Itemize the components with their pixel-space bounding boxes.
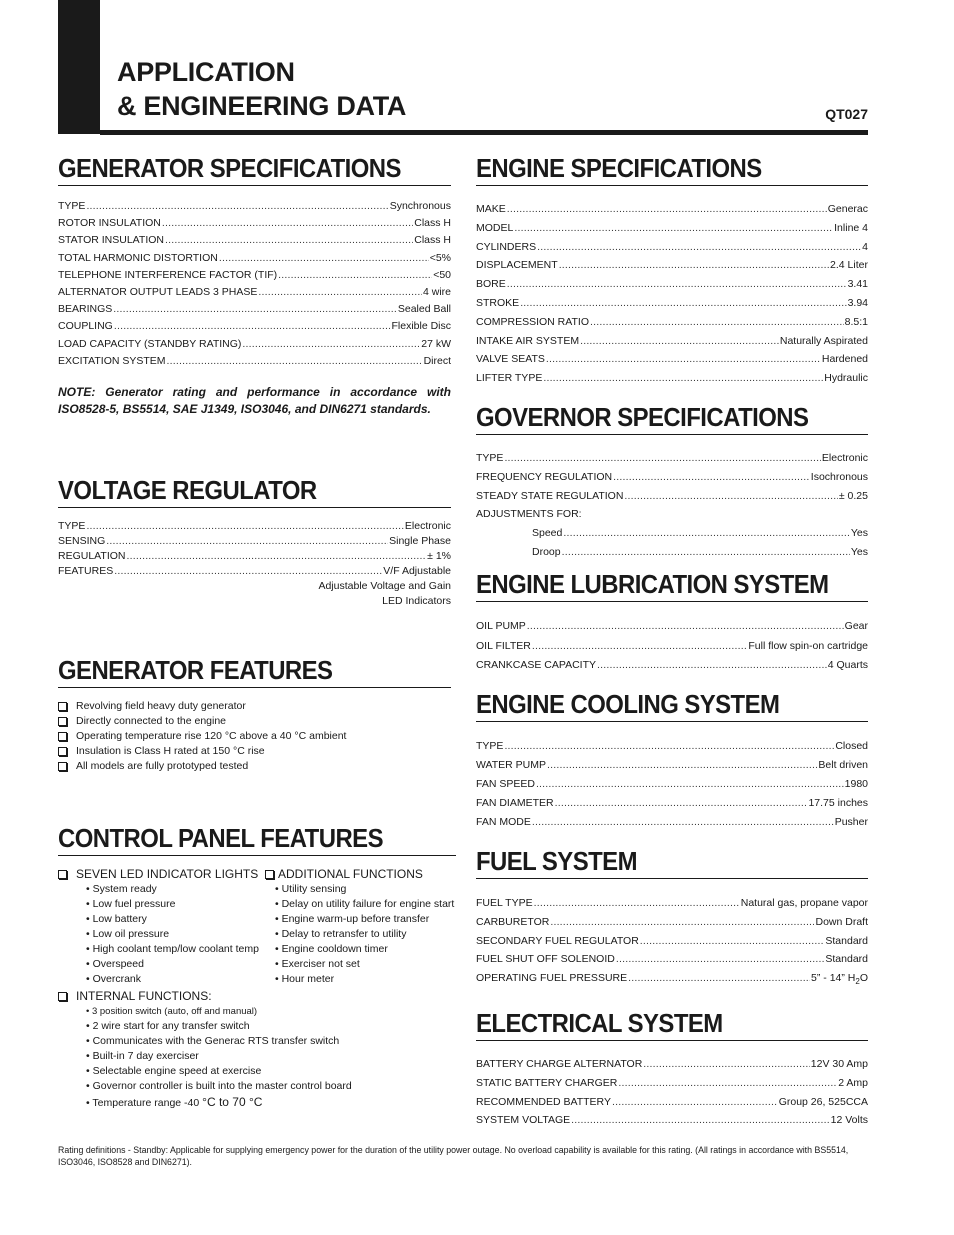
list-item: • Exerciser not set	[275, 958, 360, 970]
section-rule	[58, 687, 451, 688]
generator-features-title: GENERATOR FEATURES	[58, 655, 333, 685]
spec-label: TOTAL HARMONIC DISTORTION	[58, 251, 218, 264]
spec-row	[58, 564, 451, 579]
section-rule	[476, 1040, 868, 1041]
spec-row	[58, 519, 451, 534]
dot-leader	[520, 294, 846, 313]
dot-leader	[571, 1111, 829, 1130]
fuel-system-list	[476, 894, 868, 988]
dot-leader	[507, 275, 847, 294]
spec-label: CARBURETOR	[476, 915, 550, 928]
spec-row	[476, 1111, 868, 1130]
spec-row	[58, 250, 451, 267]
spec-value: Gear	[844, 620, 868, 632]
spec-row	[476, 238, 868, 257]
rating-definitions-footer: Rating definitions - Standby: Applicable for supplying emergency power for the duration of the utility power outage. No overload capability is available for this rating. (All ratings in accordance with BS5514, ISO3046, ISO8528 and DIN6271).	[58, 1145, 849, 1167]
spec-row	[58, 549, 451, 564]
spec-value: 2.4 Liter	[830, 259, 868, 272]
list-item: • Low fuel pressure	[86, 898, 176, 910]
spec-label: INTAKE AIR SYSTEM	[476, 334, 580, 347]
spec-value: Hydraulic	[824, 372, 868, 385]
section-rule	[476, 601, 868, 602]
spec-row	[476, 449, 868, 468]
spec-value: 1980	[844, 777, 868, 790]
spec-row	[58, 215, 451, 232]
spec-row	[476, 468, 868, 487]
section-rule	[476, 185, 868, 186]
spec-value: Flexible Disc	[391, 320, 451, 333]
spec-value: Standard	[825, 953, 868, 966]
spec-row	[476, 294, 868, 313]
dot-leader	[114, 318, 391, 335]
spec-value: Belt driven	[818, 758, 868, 771]
spec-row	[476, 737, 868, 756]
generator-specifications-title: GENERATOR SPECIFICATIONS	[58, 153, 401, 183]
spec-value: Closed	[835, 740, 868, 752]
section-rule	[58, 855, 456, 856]
spec-value: 12 Volts	[830, 1114, 868, 1127]
list-item: • Utility sensing	[275, 883, 347, 895]
dot-leader	[590, 313, 844, 332]
spec-label: STATOR INSULATION	[58, 234, 164, 247]
spec-value: Inline 4	[834, 221, 868, 234]
spec-row	[476, 1093, 868, 1112]
list-item: • Built-in 7 day exerciser	[86, 1050, 199, 1062]
spec-label: LOAD CAPACITY (STANDBY RATING)	[58, 337, 242, 350]
dot-leader	[536, 775, 844, 794]
spec-label: WATER PUMP	[476, 758, 546, 771]
spec-label: SECONDARY FUEL REGULATOR	[476, 934, 639, 947]
dot-leader	[616, 950, 825, 969]
spec-label: ROTOR INSULATION	[58, 217, 161, 230]
spec-row	[476, 219, 868, 238]
spec-row	[58, 301, 451, 318]
spec-row	[476, 350, 868, 369]
section-rule	[58, 507, 451, 508]
dot-leader	[640, 932, 825, 951]
dot-leader	[167, 353, 423, 370]
spec-row	[58, 534, 451, 549]
spec-label: COMPRESSION RATIO	[476, 315, 589, 328]
spec-value: Yes	[850, 545, 868, 558]
list-item: • 2 wire start for any transfer switch	[86, 1020, 250, 1032]
dot-leader	[550, 913, 814, 932]
spec-label: COUPLING	[58, 320, 113, 333]
checkbox-icon	[265, 870, 274, 879]
spec-label: TYPE	[58, 520, 86, 532]
spec-label: FAN SPEED	[476, 777, 535, 790]
additional-functions-group	[265, 867, 454, 987]
spec-label: SENSING	[58, 535, 106, 547]
spec-row	[476, 775, 868, 794]
spec-label: Speed	[532, 527, 563, 540]
dot-leader	[546, 350, 821, 369]
spec-row	[476, 369, 868, 388]
dot-leader	[242, 336, 420, 353]
dot-leader	[580, 332, 779, 351]
spec-row	[476, 543, 868, 562]
spec-label: TELEPHONE INTERFERENCE FACTOR (TIF)	[58, 268, 278, 281]
checkbox-icon	[58, 717, 67, 726]
spec-row	[58, 232, 451, 249]
spec-label: SYSTEM VOLTAGE	[476, 1114, 571, 1127]
spec-label: DISPLACEMENT	[476, 259, 558, 272]
list-item: • Engine warm-up before transfer	[275, 913, 430, 925]
spec-row	[58, 198, 451, 215]
list-item: • Delay on utility failure for engine start	[275, 898, 455, 910]
checkbox-icon	[58, 870, 67, 879]
checkbox-icon	[58, 702, 67, 711]
spec-value: Group 26, 525CCA	[778, 1095, 868, 1108]
spec-row	[476, 756, 868, 775]
list-item: • Temperature range -40 °C to 70 °C	[86, 1095, 263, 1109]
list-item: • Low battery	[86, 913, 147, 925]
dot-leader	[219, 250, 429, 267]
internal-heading: INTERNAL FUNCTIONS:	[58, 989, 352, 1004]
dot-leader	[86, 519, 403, 534]
spec-label: OIL FILTER	[476, 639, 531, 652]
spec-row	[476, 913, 868, 932]
spec-value: ± 1%	[427, 550, 451, 562]
page-title	[117, 55, 406, 123]
spec-value: Generac	[827, 203, 868, 215]
spec-label: FREQUENCY REGULATION	[476, 470, 613, 483]
dot-leader	[612, 1093, 778, 1112]
spec-row	[476, 313, 868, 332]
dot-leader	[507, 200, 827, 219]
spec-value: Hardened	[821, 353, 868, 366]
checkbox-icon	[58, 992, 67, 1001]
spec-label: FUEL TYPE	[476, 897, 533, 909]
spec-value: Natural gas, propane vapor	[740, 897, 868, 909]
spec-value: Single Phase	[389, 535, 451, 547]
dot-leader	[532, 637, 748, 657]
spec-label: CYLINDERS	[476, 240, 537, 253]
list-item: • Communicates with the Generac RTS transfer switch	[86, 1035, 340, 1047]
spec-value: 4	[862, 240, 868, 253]
section-rule	[476, 878, 868, 879]
dot-leader	[126, 549, 426, 564]
spec-label: ALTERNATOR OUTPUT LEADS 3 PHASE	[58, 286, 258, 299]
spec-label: Droop	[532, 545, 561, 558]
spec-label: BORE	[476, 278, 506, 291]
spec-label: FAN DIAMETER	[476, 796, 554, 809]
spec-row	[476, 950, 868, 969]
vr-extra-line: LED Indicators	[382, 595, 451, 607]
dot-leader	[534, 894, 740, 913]
led-heading: SEVEN LED INDICATOR LIGHTS	[58, 867, 259, 882]
spec-value: 2 Amp	[838, 1076, 868, 1089]
spec-row	[476, 524, 868, 543]
dot-leader	[613, 468, 810, 487]
dot-leader	[504, 449, 820, 468]
engine-lubrication-title: ENGINE LUBRICATION SYSTEM	[476, 569, 829, 599]
spec-row	[476, 332, 868, 351]
spec-row	[58, 318, 451, 335]
spec-label: OIL PUMP	[476, 620, 526, 632]
header-rule	[100, 130, 868, 135]
spec-label: CRANKCASE CAPACITY	[476, 659, 596, 671]
spec-row	[476, 813, 868, 832]
header-black-bar	[58, 0, 100, 134]
dot-leader	[86, 198, 388, 215]
spec-value: 3.41	[847, 278, 868, 291]
dot-leader	[597, 656, 827, 676]
title-line-1: APPLICATION	[117, 57, 295, 87]
spec-label: STROKE	[476, 296, 520, 309]
spec-row	[476, 200, 868, 219]
spec-row	[476, 1074, 868, 1093]
list-item: Directly connected to the engine	[58, 714, 346, 729]
fuel-system-title: FUEL SYSTEM	[476, 846, 637, 876]
governor-spec-list	[476, 449, 868, 562]
dot-leader	[514, 219, 833, 238]
control-panel-features-title: CONTROL PANEL FEATURES	[58, 823, 383, 853]
led-indicator-group	[58, 867, 259, 987]
spec-row	[58, 267, 451, 284]
spec-label: MAKE	[476, 203, 506, 215]
section-rule	[476, 434, 868, 435]
spec-row	[476, 794, 868, 813]
dot-leader	[547, 756, 817, 775]
dot-leader	[562, 543, 850, 562]
engine-lubrication-list	[476, 617, 868, 676]
spec-row	[476, 617, 868, 637]
list-item: All models are fully prototyped tested	[58, 759, 346, 774]
spec-label: TYPE	[58, 200, 86, 212]
dot-leader	[559, 256, 829, 275]
spec-label: BEARINGS	[58, 303, 113, 316]
spec-value: 4 Quarts	[827, 659, 868, 671]
dot-leader	[165, 232, 413, 249]
spec-row	[476, 894, 868, 913]
dot-leader	[537, 238, 861, 257]
spec-value: ± 0.25	[838, 489, 868, 502]
spec-row	[476, 487, 868, 506]
spec-value: 4 wire	[422, 286, 451, 299]
spec-value: Sealed Ball	[397, 303, 451, 316]
spec-value: Synchronous	[389, 200, 451, 212]
list-item: • System ready	[86, 883, 157, 895]
spec-value: Yes	[850, 527, 868, 540]
spec-label: STEADY STATE REGULATION	[476, 489, 624, 502]
spec-label: RECOMMENDED BATTERY	[476, 1095, 611, 1108]
list-item: • Hour meter	[275, 973, 335, 985]
adjustments-label: ADJUSTMENTS FOR:	[476, 508, 582, 521]
spec-value: V/F Adjustable	[383, 565, 451, 577]
dot-leader	[162, 215, 413, 232]
dot-leader	[258, 284, 422, 301]
spec-value: Direct	[423, 354, 451, 367]
list-item: • High coolant temp/low coolant temp	[86, 943, 259, 955]
spec-row	[58, 353, 451, 370]
section-rule	[58, 185, 451, 186]
spec-value: 3.94	[847, 296, 868, 309]
spec-value: 17.75 inches	[808, 796, 868, 809]
dot-leader	[543, 369, 823, 388]
spec-value: Standard	[825, 934, 868, 947]
spec-label: LIFTER TYPE	[476, 372, 543, 385]
spec-label: MODEL	[476, 221, 514, 234]
spec-label: VALVE SEATS	[476, 353, 545, 366]
list-item: • Governor controller is built into the master control board	[86, 1080, 352, 1092]
spec-value: <5%	[429, 251, 451, 264]
spec-label: TYPE	[476, 740, 504, 752]
spec-row	[476, 275, 868, 294]
spec-value: Isochronous	[810, 470, 868, 483]
dot-leader	[618, 1074, 837, 1093]
spec-value: <50	[433, 268, 451, 281]
dot-leader	[555, 794, 808, 813]
engine-specifications-title: ENGINE SPECIFICATIONS	[476, 153, 762, 183]
generator-features-list	[58, 699, 346, 774]
checkbox-icon	[58, 732, 67, 741]
list-item: • Low oil pressure	[86, 928, 170, 940]
dot-leader	[527, 617, 844, 637]
section-rule	[476, 721, 868, 722]
list-item: • Delay to retransfer to utility	[275, 928, 407, 940]
list-item: Insulation is Class H rated at 150 °C rise	[58, 744, 346, 759]
list-item: • Overspeed	[86, 958, 144, 970]
vr-extra-line: Adjustable Voltage and Gain	[318, 580, 451, 592]
spec-row	[58, 336, 451, 353]
engine-cooling-title: ENGINE COOLING SYSTEM	[476, 689, 780, 719]
spec-row	[476, 932, 868, 951]
list-item: • 3 position switch (auto, off and manual)	[86, 1006, 258, 1017]
standards-note: NOTE: Generator rating and performance in accordance with ISO8528-5, BS5514, SAE J1349, ISO3046, and DIN6271 standards.	[58, 385, 451, 416]
list-item: Revolving field heavy duty generator	[58, 699, 346, 714]
spec-value: Class H	[414, 234, 451, 247]
dot-leader	[113, 301, 397, 318]
checkbox-icon	[58, 747, 67, 756]
dot-leader	[106, 534, 388, 549]
spec-row: OPERATING FUEL PRESSURE ..... 5” - 14” $H_2O$	[476, 969, 868, 988]
title-line-2: & ENGINEERING DATA	[117, 91, 407, 121]
spec-label: TYPE	[476, 452, 504, 464]
generator-spec-list	[58, 198, 451, 370]
voltage-regulator-title: VOLTAGE REGULATOR	[58, 475, 317, 505]
dot-leader	[643, 1055, 809, 1074]
electrical-system-list	[476, 1055, 868, 1130]
spec-value: Class H	[414, 217, 451, 230]
list-item: • Selectable engine speed at exercise	[86, 1065, 262, 1077]
spec-row	[476, 1055, 868, 1074]
spec-value: 12V 30 Amp	[810, 1058, 868, 1070]
spec-label: EXCITATION SYSTEM	[58, 354, 166, 367]
spec-row	[476, 656, 868, 676]
electrical-system-title: ELECTRICAL SYSTEM	[476, 1008, 723, 1038]
engine-cooling-list	[476, 737, 868, 832]
spec-value: 27 kW	[421, 337, 451, 350]
spec-value: Electronic	[821, 452, 868, 464]
spec-value: Down Draft	[815, 915, 868, 928]
checkbox-icon	[58, 762, 67, 771]
spec-label: BATTERY CHARGE ALTERNATOR	[476, 1058, 643, 1070]
spec-label: FEATURES	[58, 565, 114, 577]
list-item: • Overcrank	[86, 973, 142, 985]
voltage-regulator-list	[58, 519, 451, 609]
spec-label: FUEL SHUT OFF SOLENOID	[476, 953, 615, 966]
governor-specifications-title: GOVERNOR SPECIFICATIONS	[476, 402, 809, 432]
spec-row	[476, 256, 868, 275]
dot-leader	[114, 564, 382, 579]
list-item: Operating temperature rise 120 °C above a 40 °C ambient	[58, 729, 346, 744]
document-code: QT027	[825, 106, 868, 122]
spec-value: Naturally Aspirated	[779, 334, 868, 347]
spec-value: Pusher	[834, 815, 868, 828]
spec-value: Electronic	[404, 520, 451, 532]
spec-value: 8.5:1	[844, 315, 868, 328]
spec-value: Full flow spin-on cartridge	[748, 639, 868, 652]
list-item: • Engine cooldown timer	[275, 943, 388, 955]
spec-label: REGULATION	[58, 550, 126, 562]
spec-row	[58, 284, 451, 301]
spec-label: STATIC BATTERY CHARGER	[476, 1076, 618, 1089]
dot-leader	[532, 813, 834, 832]
additional-heading: ADDITIONAL FUNCTIONS	[265, 867, 454, 882]
engine-spec-list	[476, 200, 868, 388]
dot-leader	[624, 487, 837, 506]
spec-row	[476, 637, 868, 657]
internal-functions-group	[58, 989, 352, 1111]
dot-leader	[504, 737, 834, 756]
dot-leader	[278, 267, 432, 284]
dot-leader	[563, 524, 849, 543]
spec-label: FAN MODE	[476, 815, 531, 828]
